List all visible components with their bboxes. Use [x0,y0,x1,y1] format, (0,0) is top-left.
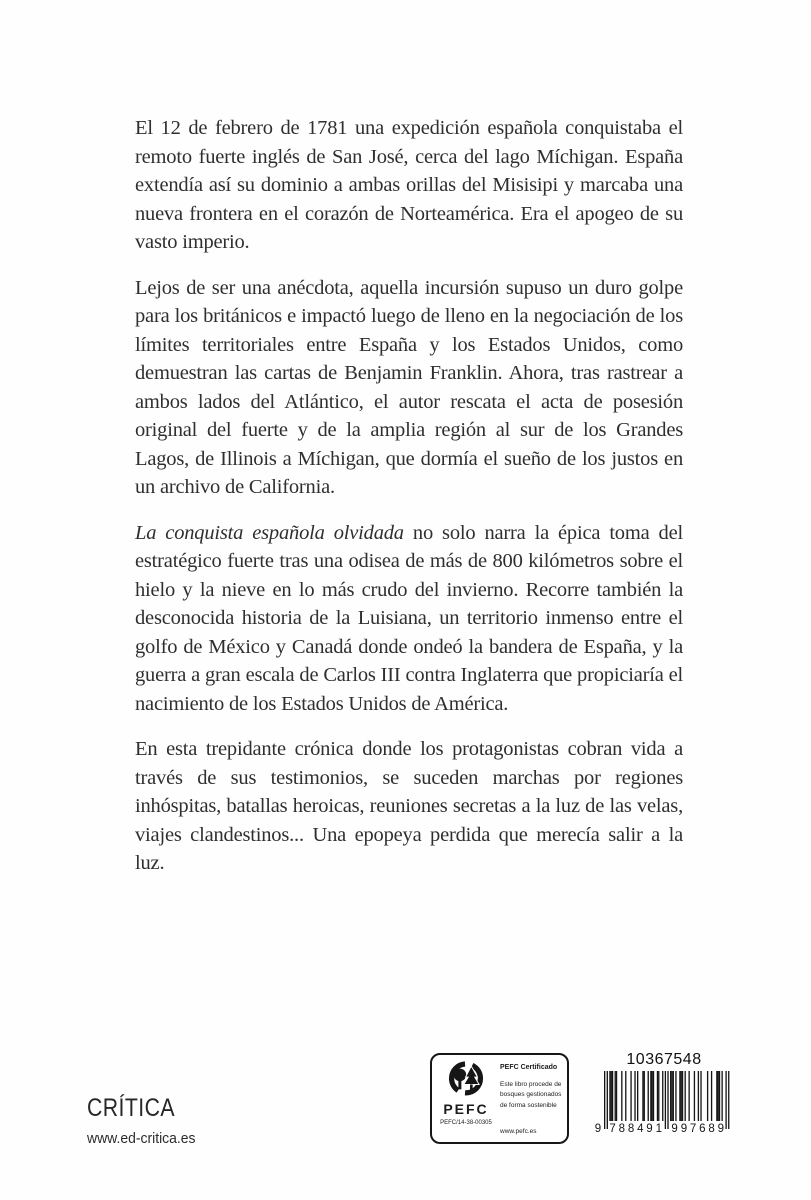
svg-text:9: 9 [671,1123,678,1134]
svg-text:1: 1 [655,1123,663,1134]
pefc-badge [430,1053,569,1144]
pefc-description: Este libro procede de bosques gestionados de forma sostenible [500,1081,562,1109]
svg-text:9: 9 [646,1123,653,1134]
svg-text:9: 9 [594,1123,602,1134]
pefc-title: PEFC Certificado [500,1064,558,1071]
ean13-barcode [594,1071,734,1134]
svg-text:8: 8 [627,1123,635,1134]
pefc-cert-code: PEFC/14-38-00305 [440,1120,492,1126]
svg-text:8: 8 [618,1123,626,1134]
publisher-logo: CRÍTICA [87,1094,175,1122]
svg-text:9: 9 [680,1123,688,1134]
barcode-top-number: 10367548 [626,1051,702,1068]
pefc-wordmark: PEFC [443,1101,489,1117]
blurb-text [135,114,683,895]
publisher-block [87,1094,204,1147]
pefc-trees-icon [445,1060,487,1102]
svg-text:6: 6 [699,1123,706,1134]
svg-text:7: 7 [689,1123,697,1134]
paragraph-3-rest: no solo narra la épica toma del estratégico fuerte tras una odisea de más de 800 kilómetros sobre el hielo y la nieve en lo más crudo del invierno. Recorre también la desconocida historia de la Luisiana, un territorio inmenso entre el golfo de México y Canadá donde ondeó la bandera de España, y la guerra a gran escala de Carlos III contra Inglaterra que propiciaría el nacimiento de los Estados Unidos de América. [135,521,683,715]
paragraph-4: En esta trepidante crónica donde los protagonistas cobran vida a través de sus testimonios, se suceden marchas por regiones inhóspitas, batallas heroicas, reuniones secretas a la luz de las velas, viajes clandestinos... Una epopeya perdida que merecía salir a la luz. [135,738,683,874]
pefc-url: www.pefc.es [500,1128,537,1135]
pefc-logo-column [439,1060,493,1138]
book-title-italic: La conquista española olvidada [135,521,404,544]
publisher-url: www.ed-critica.es [87,1130,196,1147]
barcode-block [588,1051,740,1134]
svg-text:7: 7 [609,1123,616,1134]
svg-text:8: 8 [708,1123,715,1134]
svg-text:9: 9 [717,1123,725,1134]
pefc-text-column [493,1060,562,1138]
svg-text:4: 4 [637,1123,644,1134]
paragraph-3 [135,519,683,719]
paragraph-1: El 12 de febrero de 1781 una expedición española conquistaba el remoto fuerte inglés de San José, cerca del lago Míchigan. España extendía así su dominio a ambas orillas del Misisipi y marcaba una nueva frontera en el corazón de Norteamérica. Era el apogeo de su vasto imperio. [135,117,683,253]
paragraph-2: Lejos de ser una anécdota, aquella incursión supuso un duro golpe para los británicos e impactó luego de lleno en la negociación de los límites territoriales entre España y los Estados Unidos, como demuestran las cartas de Benjamin Franklin. Ahora, tras rastrear a ambos lados del Atlántico, el autor rescata el acta de posesión original del fuerte y de la amplia región al sur de los Grandes Lagos, de Illinois a Míchigan, que dormía el sueño de los justos en un archivo de California. [135,276,683,498]
